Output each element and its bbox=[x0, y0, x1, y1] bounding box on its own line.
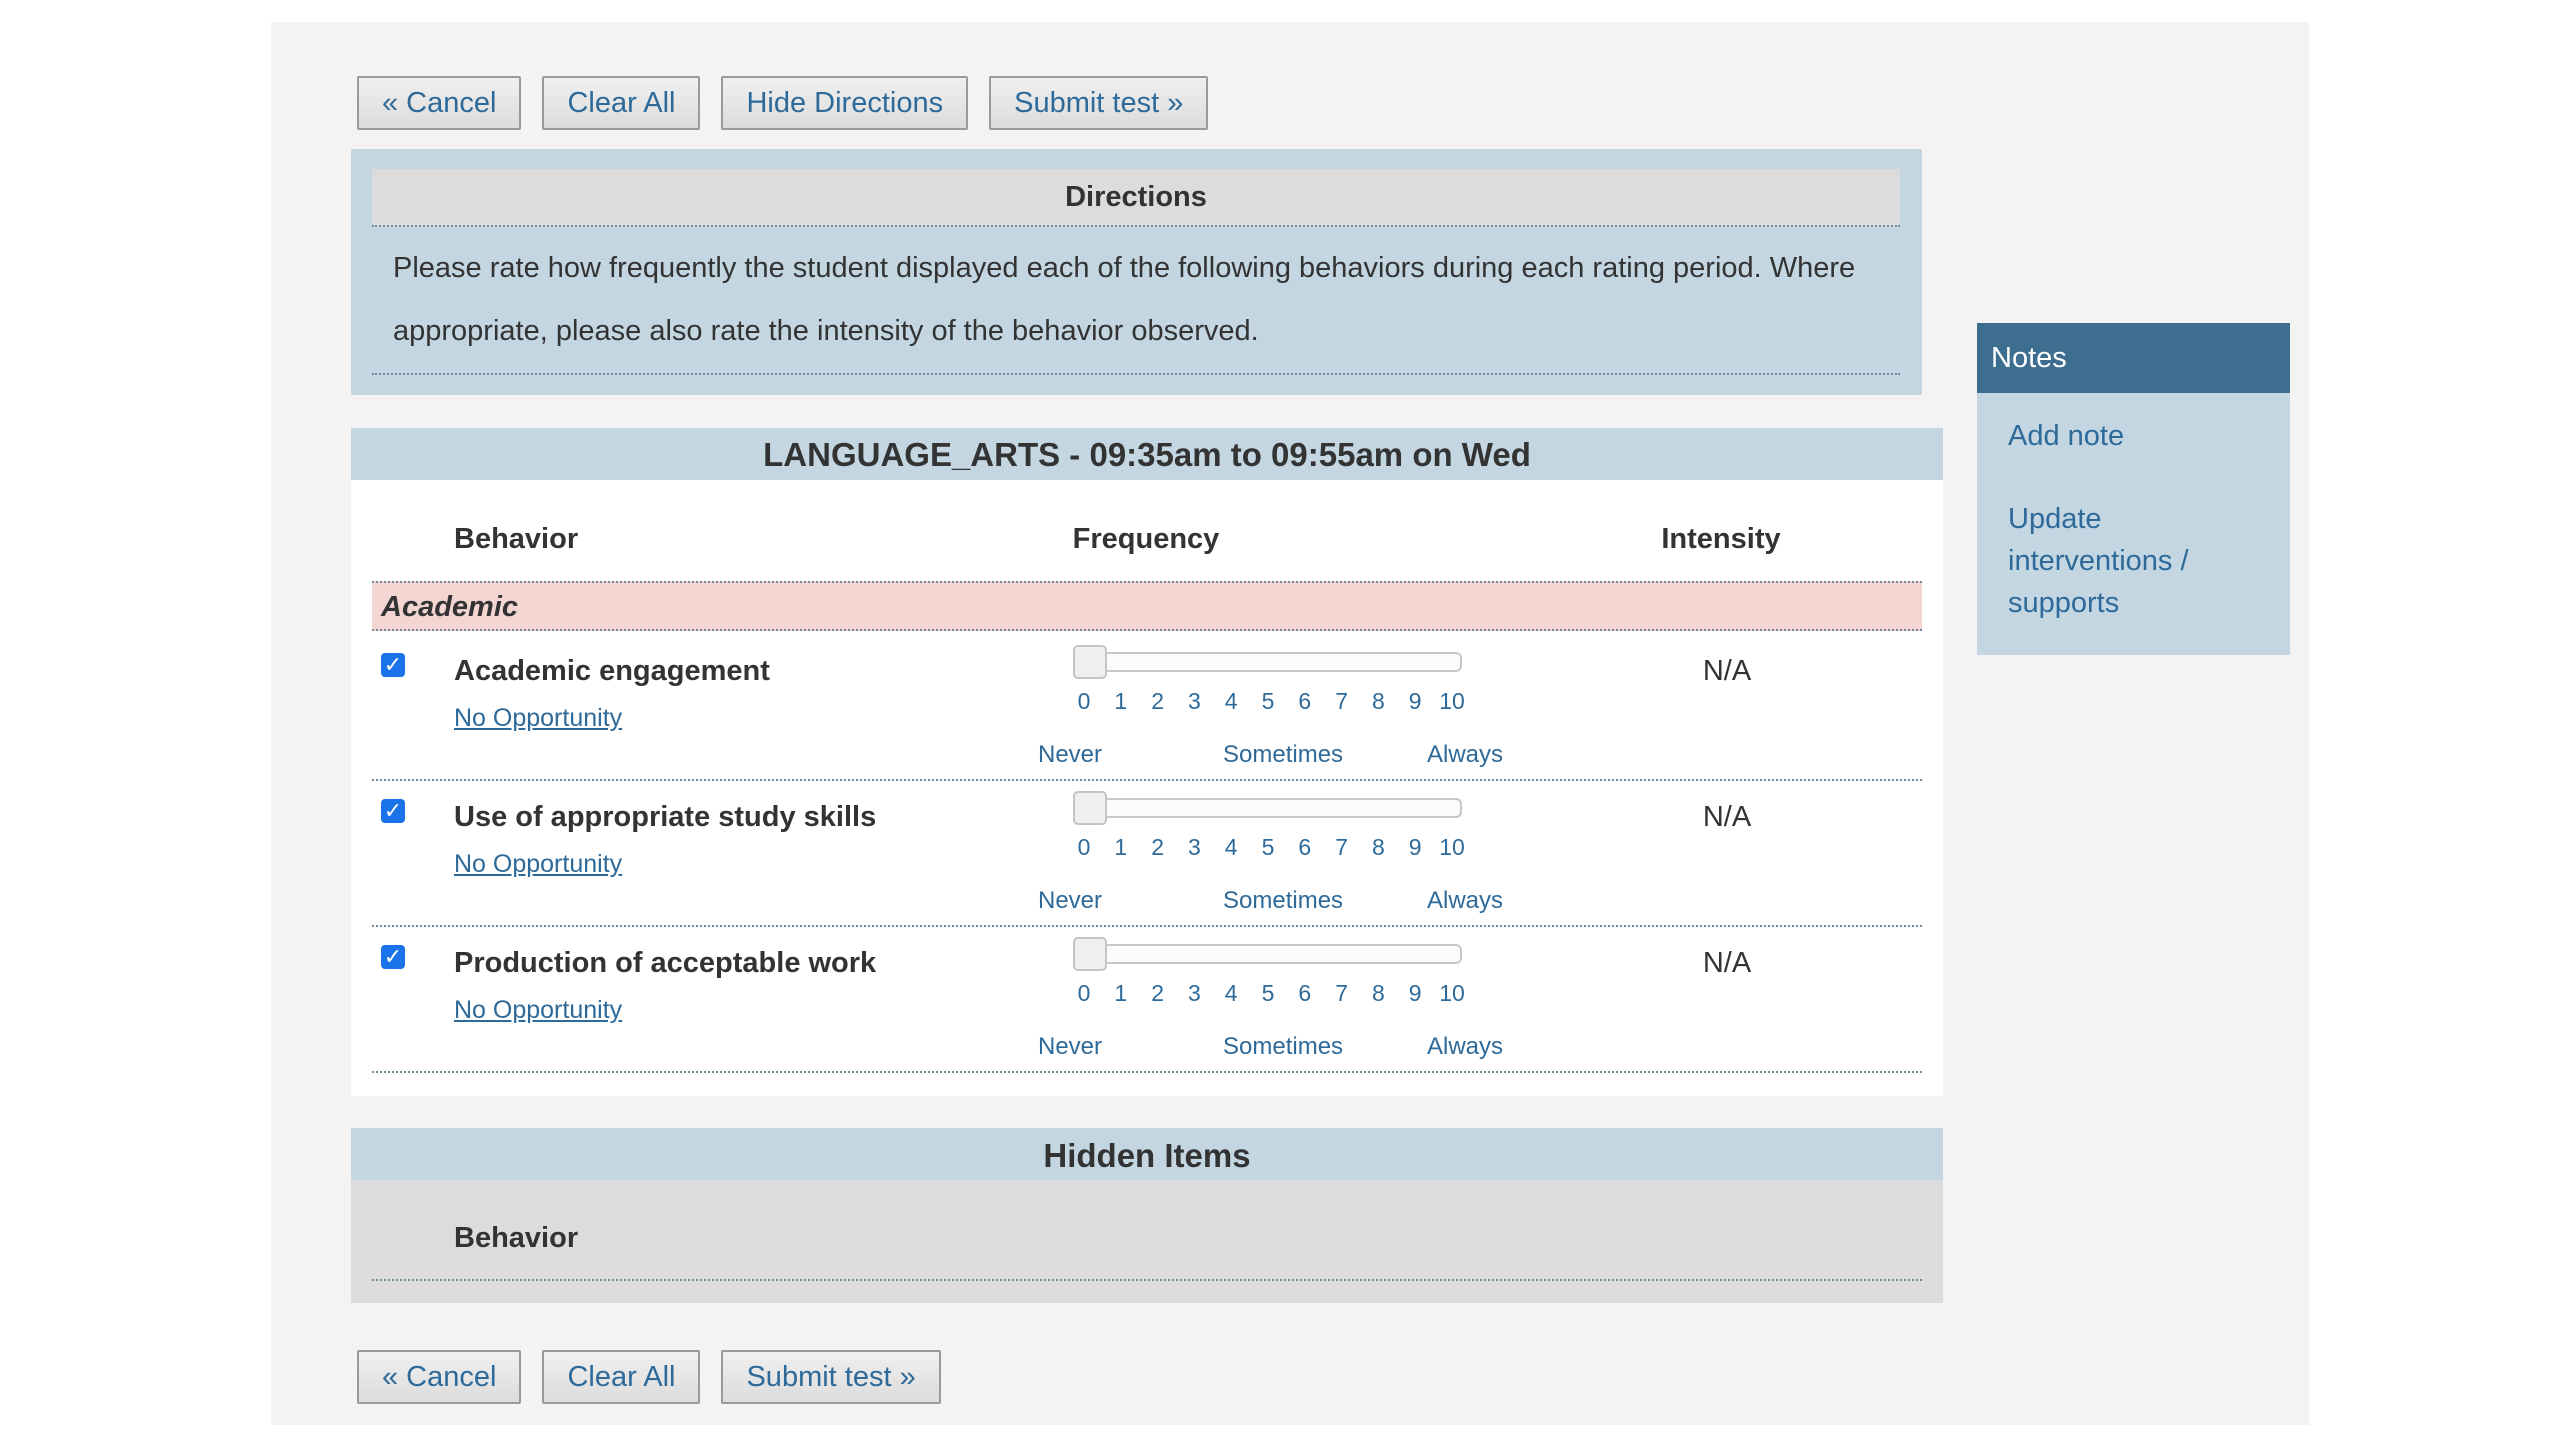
submit-test-button[interactable]: Submit test » bbox=[721, 1350, 940, 1404]
directions-panel bbox=[351, 149, 1922, 395]
scale-tick: 5 bbox=[1261, 834, 1275, 860]
scale-tick: 10 bbox=[1439, 834, 1465, 860]
scale-tick: 6 bbox=[1298, 834, 1312, 860]
scale-tick: 1 bbox=[1114, 980, 1128, 1006]
scale-never-label: Never bbox=[1038, 741, 1103, 768]
no-opportunity-link[interactable]: No Opportunity bbox=[454, 704, 623, 732]
scale-never-label: Never bbox=[1038, 1033, 1103, 1060]
scale-tick: 5 bbox=[1261, 980, 1275, 1006]
behavior-checkbox[interactable]: ✓ bbox=[381, 799, 405, 823]
scale-tick: 0 bbox=[1077, 980, 1091, 1006]
scale-never-label: Never bbox=[1038, 887, 1103, 914]
hide-directions-button[interactable]: Hide Directions bbox=[721, 76, 968, 130]
scale-tick: 7 bbox=[1335, 834, 1348, 860]
scale-tick: 2 bbox=[1151, 688, 1164, 714]
category-label: Academic bbox=[381, 591, 519, 623]
frequency-column-header: Frequency bbox=[1072, 523, 1220, 555]
scale-sometimes-label: Sometimes bbox=[1223, 887, 1344, 914]
slider-thumb[interactable] bbox=[1073, 937, 1107, 971]
scale-tick: 4 bbox=[1224, 688, 1238, 714]
scale-always-label: Always bbox=[1427, 887, 1504, 914]
divider bbox=[372, 373, 1900, 375]
scale-always-label: Always bbox=[1427, 1033, 1504, 1060]
hidden-behavior-column-header: Behavior bbox=[454, 1222, 579, 1254]
frequency-slider[interactable] bbox=[1074, 652, 1462, 672]
no-opportunity-link[interactable]: No Opportunity bbox=[454, 996, 623, 1024]
scale-tick: 3 bbox=[1187, 688, 1201, 714]
no-opportunity-link[interactable]: No Opportunity bbox=[454, 850, 623, 878]
hidden-items-panel bbox=[351, 1128, 1943, 1303]
frequency-slider[interactable] bbox=[1074, 798, 1462, 818]
scale-tick: 2 bbox=[1151, 980, 1164, 1006]
period-title: LANGUAGE_ARTS - 09:35am to 09:55am on Wed bbox=[351, 428, 1943, 480]
intensity-value: N/A bbox=[1702, 947, 1752, 979]
intensity-value: N/A bbox=[1702, 655, 1752, 687]
scale-tick: 0 bbox=[1077, 688, 1091, 714]
behavior-label: Academic engagement bbox=[454, 655, 770, 687]
directions-title: Directions bbox=[372, 169, 1900, 227]
slider-thumb[interactable] bbox=[1073, 791, 1107, 825]
hidden-items-title: Hidden Items bbox=[351, 1128, 1943, 1180]
scale-tick: 2 bbox=[1151, 834, 1164, 860]
behavior-row bbox=[372, 779, 1922, 927]
rating-period-panel bbox=[351, 428, 1943, 1096]
scale-tick: 1 bbox=[1114, 834, 1128, 860]
scale-tick: 7 bbox=[1335, 980, 1348, 1006]
directions-text: Please rate how frequently the student displayed each of the following behaviors during each rating period. Where appropriate, please also rate the intensity of the behavior observed. bbox=[393, 252, 1856, 347]
behavior-label: Production of acceptable work bbox=[454, 947, 877, 979]
scale-tick: 4 bbox=[1224, 980, 1238, 1006]
scale-tick: 8 bbox=[1371, 688, 1385, 714]
behavior-checkbox[interactable]: ✓ bbox=[381, 945, 405, 969]
scale-tick: 10 bbox=[1439, 688, 1465, 714]
bottom-toolbar bbox=[357, 1350, 941, 1404]
top-toolbar bbox=[357, 76, 1208, 130]
intensity-column-header: Intensity bbox=[1661, 523, 1781, 555]
slider-thumb[interactable] bbox=[1073, 645, 1107, 679]
submit-test-button[interactable]: Submit test » bbox=[989, 76, 1208, 130]
scale-tick: 9 bbox=[1408, 688, 1422, 714]
notes-panel bbox=[1977, 323, 2290, 655]
scale-tick: 3 bbox=[1187, 834, 1201, 860]
scale-tick: 8 bbox=[1371, 834, 1385, 860]
behavior-row bbox=[372, 925, 1922, 1073]
behavior-row bbox=[372, 633, 1922, 781]
divider bbox=[372, 1279, 1922, 1281]
notes-title: Notes bbox=[1977, 323, 2290, 393]
scale-tick: 6 bbox=[1298, 688, 1312, 714]
update-interventions-link[interactable]: Update interventions / supports bbox=[2008, 503, 2189, 619]
scale-always-label: Always bbox=[1427, 741, 1504, 768]
cancel-button[interactable]: « Cancel bbox=[357, 76, 521, 130]
behavior-column-header: Behavior bbox=[454, 523, 579, 555]
scale-tick: 8 bbox=[1371, 980, 1385, 1006]
category-header bbox=[372, 581, 1922, 631]
scale-tick: 6 bbox=[1298, 980, 1312, 1006]
scale-sometimes-label: Sometimes bbox=[1223, 1033, 1344, 1060]
scale-sometimes-label: Sometimes bbox=[1223, 741, 1344, 768]
scale-tick: 9 bbox=[1408, 980, 1422, 1006]
add-note-link[interactable]: Add note bbox=[2008, 420, 2125, 452]
scale-tick: 7 bbox=[1335, 688, 1348, 714]
scale-tick: 9 bbox=[1408, 834, 1422, 860]
scale-tick: 1 bbox=[1114, 688, 1128, 714]
scale-tick: 3 bbox=[1187, 980, 1201, 1006]
clear-all-button[interactable]: Clear All bbox=[542, 76, 700, 130]
behavior-label: Use of appropriate study skills bbox=[454, 801, 877, 833]
frequency-slider[interactable] bbox=[1074, 944, 1462, 964]
clear-all-button[interactable]: Clear All bbox=[542, 1350, 700, 1404]
intensity-value: N/A bbox=[1702, 801, 1752, 833]
behavior-checkbox[interactable]: ✓ bbox=[381, 653, 405, 677]
cancel-button[interactable]: « Cancel bbox=[357, 1350, 521, 1404]
scale-tick: 5 bbox=[1261, 688, 1275, 714]
scale-tick: 4 bbox=[1224, 834, 1238, 860]
scale-tick: 10 bbox=[1439, 980, 1465, 1006]
scale-tick: 0 bbox=[1077, 834, 1091, 860]
